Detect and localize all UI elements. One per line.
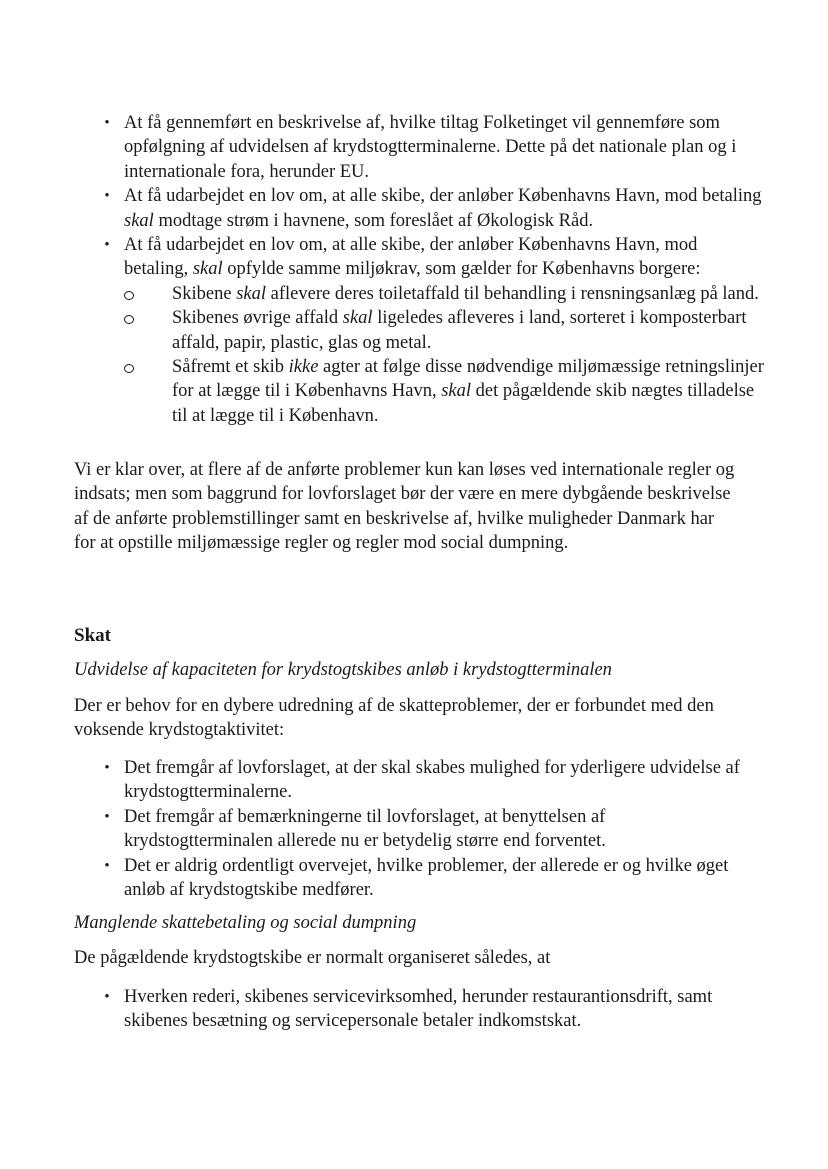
sublist-item-text: Skibenes øvrige affald skal ligeledes afleveres i land, sorteret i komposterbart affald, papir, plastic, glas og metal. [172,308,747,353]
requirements-list [74,111,764,428]
paragraph: Vi er klar over, at flere af de anførte problemer kun kan løses ved internationale regler og indsats; men som baggrund for lovforslaget bør der være en mere dybgående beskrivelse af de anførte problemstillinger samt en beskrivelse af, hvilke muligheder Danmark har for at opstille miljømæssige regler og regler mod social dumpning. [74,460,735,554]
paragraph: Der er behov for en dybere udredning af de skatteproblemer, der er forbundet med den voksende krydstogtaktivitet: [74,696,714,741]
emphasis: ikke [288,357,319,378]
list-item [74,756,754,805]
list-item-text: Hverken rederi, skibenes servicevirksomhed, herunder restaurantionsdrift, samt skibenes besætning og servicepersonale betaler indkomstskat. [124,987,713,1032]
list-item [74,184,764,233]
emphasis: skal [236,283,267,304]
subheading: Udvidelse af kapaciteten for krydstogtskibes anløb i krydstogtterminalen [74,660,612,680]
list-item-text: At få udarbejdet en lov om, at alle skibe, der anløber Københavns Havn, mod betaling, skal opfylde samme miljøkrav, som gælder for Københavns borgere: [124,235,701,280]
sublist-item [124,282,764,306]
sublist-item [124,306,764,355]
environment-sublist [124,282,764,428]
tax-organization-list [74,985,764,1034]
tax-issues-list [74,756,754,902]
circle-bullet-icon [124,315,134,324]
sublist-item [124,355,764,428]
bullet-icon: • [104,808,110,825]
section-heading: Skat [74,625,111,646]
bullet-icon: • [104,989,110,1005]
bullet-icon: • [104,188,110,205]
subheading: Manglende skattebetaling og social dumpning [74,913,417,933]
paragraph: De pågældende krydstogtskibe er normalt organiseret således, at [74,948,551,968]
list-item [74,233,764,428]
list-item [74,111,764,184]
list-item-text: Det er aldrig ordentligt overvejet, hvilke problemer, der allerede er og hvilke øget anløb af krydstogtskibe medfører. [124,855,729,901]
bullet-icon: • [104,760,110,776]
emphasis: skal [441,381,472,402]
bullet-icon: • [104,857,110,874]
circle-bullet-icon [124,291,134,300]
bullet-icon: • [104,115,110,131]
list-item-text: At få udarbejdet en lov om, at alle skibe, der anløber Københavns Havn, mod betaling skal modtage strøm i havnene, som foreslået af Økologisk Råd. [124,186,762,231]
bullet-icon: • [104,237,110,254]
sublist-item-text: Såfremt et skib ikke agter at følge disse nødvendige miljømæssige retningslinjer for at lægge til i Københavns Havn, skal det pågældende skib nægtes tilladelse til at lægge til i København. [172,357,764,426]
sublist-item-text: Skibene skal aflevere deres toiletaffald til behandling i rensningsanlæg på land. [172,283,759,304]
circle-bullet-icon [124,364,134,373]
list-item [74,805,754,854]
list-item [74,854,754,903]
emphasis: skal [192,259,223,280]
emphasis: skal [342,308,373,329]
list-item-text: Det fremgår af lovforslaget, at der skal skabes mulighed for yderligere udvidelse af krydstogtterminalerne. [124,758,740,803]
list-item-text: At få gennemført en beskrivelse af, hvilke tiltag Folketinget vil gennemføre som opfølgning af udvidelsen af krydstogtterminalerne. Dette på det nationale plan og i internationale fora, herunder EU. [124,113,737,182]
list-item-text: Det fremgår af bemærkningerne til lovforslaget, at benyttelsen af krydstogtterminalen allerede nu er betydelig større end forventet. [124,806,606,852]
list-item [74,985,764,1034]
emphasis: skal [124,210,154,231]
